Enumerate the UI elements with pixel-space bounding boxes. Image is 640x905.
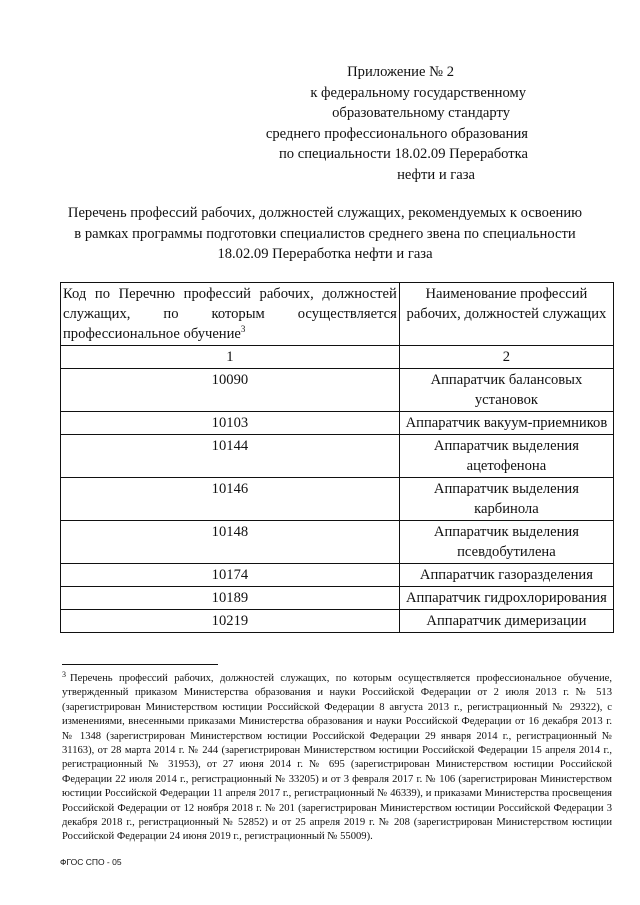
header-code-line-last bbox=[63, 324, 397, 344]
annex-line: образовательному стандарту bbox=[332, 105, 510, 121]
profession-code: 10174 bbox=[61, 564, 400, 587]
annex-line: Приложение № 2 bbox=[347, 64, 454, 80]
annex-line: среднего профессионального образования bbox=[265, 125, 528, 142]
table-row bbox=[61, 521, 614, 564]
page-code: ФГОС СПО - 05 bbox=[60, 857, 122, 867]
header-code-line: Код по Перечню профессий рабочих, должностей bbox=[63, 286, 397, 302]
profession-code: 10090 bbox=[61, 369, 400, 412]
annex-header bbox=[228, 62, 528, 185]
header-name-cell bbox=[399, 283, 613, 346]
profession-name: Аппаратчик гидрохлорирования bbox=[399, 587, 613, 610]
document-title bbox=[40, 203, 610, 265]
annex-line: к федеральному государственному bbox=[310, 84, 526, 101]
profession-name: Аппаратчик вакуум-приемников bbox=[399, 412, 613, 435]
header-code-cell bbox=[61, 283, 400, 346]
table-row bbox=[61, 435, 614, 478]
header-name-line: Наименование профессий bbox=[425, 286, 588, 302]
profession-name: Аппаратчик выделения карбинола bbox=[399, 478, 613, 521]
profession-code: 10146 bbox=[61, 478, 400, 521]
table-numbering-row bbox=[61, 346, 614, 369]
column-number: 2 bbox=[399, 346, 613, 369]
annex-line: по специальности 18.02.09 Переработка bbox=[278, 146, 528, 162]
profession-code: 10144 bbox=[61, 435, 400, 478]
table-header-row bbox=[61, 283, 614, 346]
profession-name: Аппаратчик газоразделения bbox=[399, 564, 613, 587]
profession-code: 10219 bbox=[61, 610, 400, 633]
table-row bbox=[61, 478, 614, 521]
table-row bbox=[61, 564, 614, 587]
footnote-separator bbox=[62, 664, 218, 665]
annex-line: нефти и газа bbox=[397, 166, 475, 183]
table-row bbox=[61, 369, 614, 412]
profession-code: 10189 bbox=[61, 587, 400, 610]
footnote-ref: 3 bbox=[240, 324, 246, 334]
footnote-mark: 3 bbox=[62, 670, 66, 679]
profession-name: Аппаратчик димеризации bbox=[399, 610, 613, 633]
footnote bbox=[62, 672, 612, 845]
title-line: Перечень профессий рабочих, должностей служащих, рекомендуемых к освоению bbox=[67, 205, 583, 221]
header-name-line: рабочих, должностей служащих bbox=[406, 306, 607, 322]
table-row bbox=[61, 412, 614, 435]
profession-name: Аппаратчик балансовых установок bbox=[399, 369, 613, 412]
profession-name: Аппаратчик выделения псевдобутилена bbox=[399, 521, 613, 564]
footnote-text: Перечень профессий рабочих, должностей служащих, по которым осуществляется профессиональное обучение, утвержденный приказом Министерства образования и науки Российской Федерации от 2 июля 2013 г. № 513 (зарегистрирован Министерством юстиции Российской Федерации 8 августа 2013 г., регистрационный № 29322), с изменениями, внесенными приказами Министерства образования и науки Российской Федерации от 16 декабря 2013 г. № 1348 (зарегистрирован Министерством юстиции Российской Федерации 29 января 2014 г., регистрационный № 31163), от 28 марта 2014 г. № 244 (зарегистрирован Министерством юстиции Российской Федерации 15 апреля 2014 г., регистрационный № 31953), от 27 июня 2014 г. № 695 (зарегистрирован Министерством юстиции Российской Федерации 22 июля 2014 г., регистрационный № 33205) и от 3 февраля 2017 г. № 106 (зарегистрирован Министерством юстиции Российской Федерации 11 апреля 2017 г., регистрационный № 46339), и приказами Министерства просвещения Российской Федерации от 12 ноября 2018 г. № 201 (зарегистрирован Министерством юстиции Российской Федерации 3 декабря 2018 г., регистрационный № 52852) и от 25 апреля 2019 г. № 208 (зарегистрирован Министерством юстиции Российской Федерации 24 июня 2019 г., регистрационный № 55009). bbox=[62, 673, 612, 843]
table-row bbox=[61, 587, 614, 610]
header-code-line: служащих, по которым осуществляется bbox=[63, 306, 397, 322]
professions-table bbox=[60, 282, 614, 633]
profession-code: 10148 bbox=[61, 521, 400, 564]
title-line: в рамках программы подготовки специалистов среднего звена по специальности bbox=[74, 225, 576, 242]
title-line: 18.02.09 Переработка нефти и газа bbox=[217, 246, 433, 262]
column-number: 1 bbox=[61, 346, 400, 369]
profession-name: Аппаратчик выделения ацетофенона bbox=[399, 435, 613, 478]
profession-code: 10103 bbox=[61, 412, 400, 435]
table-row bbox=[61, 610, 614, 633]
header-code-text: профессиональное обучение bbox=[63, 326, 241, 342]
